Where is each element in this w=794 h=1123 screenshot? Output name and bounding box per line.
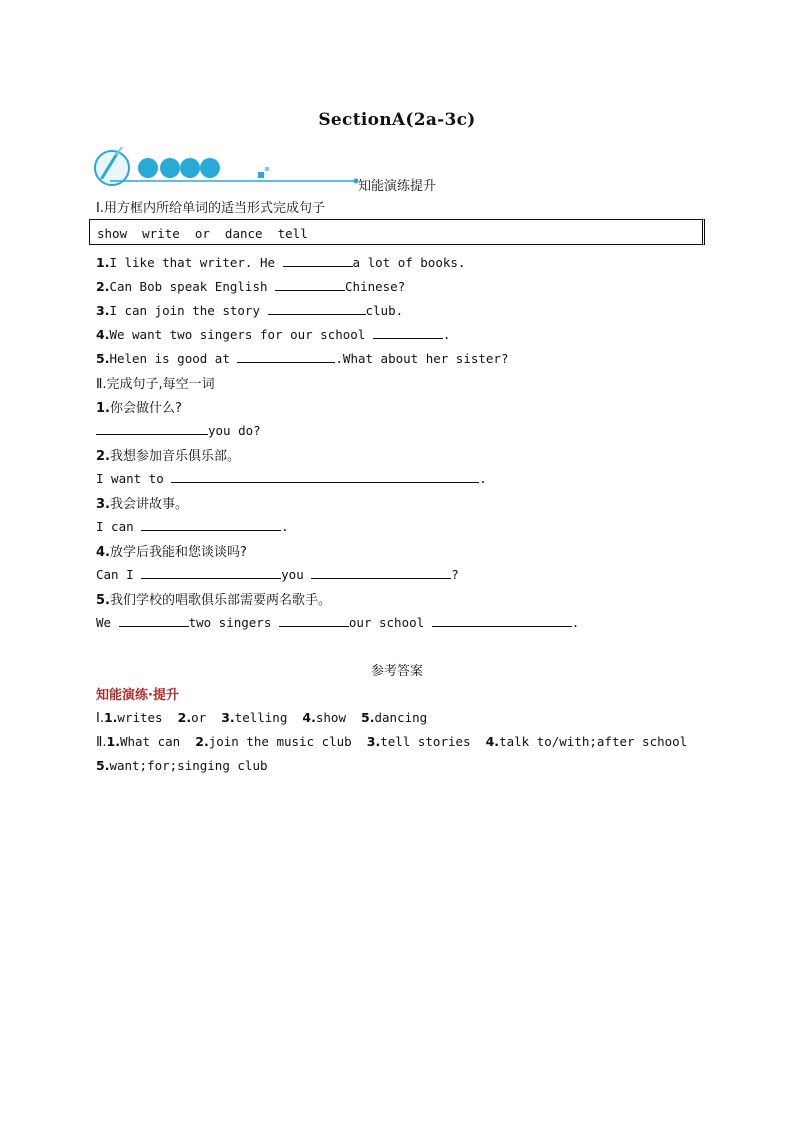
answers-line-2: Ⅱ.1.What can 2.join the music club 3.tell stories 4.talk to/with;after school [96, 734, 688, 750]
answer-blank[interactable] [171, 470, 479, 483]
exercise2-answer-line: Can I you ? [96, 567, 459, 582]
answers-subtitle: 知能演练·提升 [96, 688, 179, 703]
section2-heading: Ⅱ.完成句子,每空一词 [96, 377, 215, 392]
answers-line-1: Ⅰ.1.writes 2.or 3.telling 4.show 5.dancing [96, 710, 428, 726]
exercise2-prompt: 2.我想参加音乐俱乐部。 [96, 449, 240, 464]
answer-blank[interactable] [283, 254, 353, 267]
exercise2-answer-line: I can . [96, 519, 289, 534]
answer-blank[interactable] [96, 422, 208, 435]
page-title: SectionA(2a-3c) [318, 110, 476, 130]
exercise1-item: 2.Can Bob speak English Chinese? [96, 279, 406, 294]
answers-title: 参考答案 [370, 664, 423, 679]
exercise2-answer-line: you do? [96, 422, 261, 438]
answer-blank[interactable] [237, 350, 335, 363]
answer-blank[interactable] [268, 302, 366, 315]
exercise2-answer-line: I want to . [96, 471, 487, 486]
answer-blank[interactable] [373, 326, 443, 339]
exercise2-answer-line: We two singers our school . [96, 615, 580, 630]
word-box [89, 219, 705, 245]
exercise1-item: 5.Helen is good at .What about her sister? [96, 351, 509, 366]
word-box-words: show write or dance tell [97, 226, 308, 241]
exercise2-prompt: 4.放学后我能和您谈谈吗? [96, 545, 247, 560]
answer-blank[interactable] [141, 566, 281, 579]
exercise1-item: 1.I like that writer. He a lot of books. [96, 255, 466, 270]
answer-blank[interactable] [141, 518, 281, 531]
section1-heading: Ⅰ.用方框内所给单词的适当形式完成句子 [96, 201, 325, 216]
answers-line-3: 5.want;for;singing club [96, 758, 268, 773]
answer-blank[interactable] [119, 614, 189, 627]
answer-blank[interactable] [275, 278, 345, 291]
exercise1-item: 4.We want two singers for our school . [96, 327, 451, 342]
exercise2-prompt: 1.你会做什么? [96, 401, 182, 416]
answer-blank[interactable] [279, 614, 349, 627]
exercise2-prompt: 3.我会讲故事。 [96, 497, 188, 512]
banner-label: 知能演练提升 [358, 179, 437, 194]
answer-blank[interactable] [432, 614, 572, 627]
answer-blank[interactable] [311, 566, 451, 579]
exercise2-prompt: 5.我们学校的唱歌俱乐部需要两名歌手。 [96, 593, 331, 608]
exercise1-item: 3.I can join the story club. [96, 303, 404, 318]
